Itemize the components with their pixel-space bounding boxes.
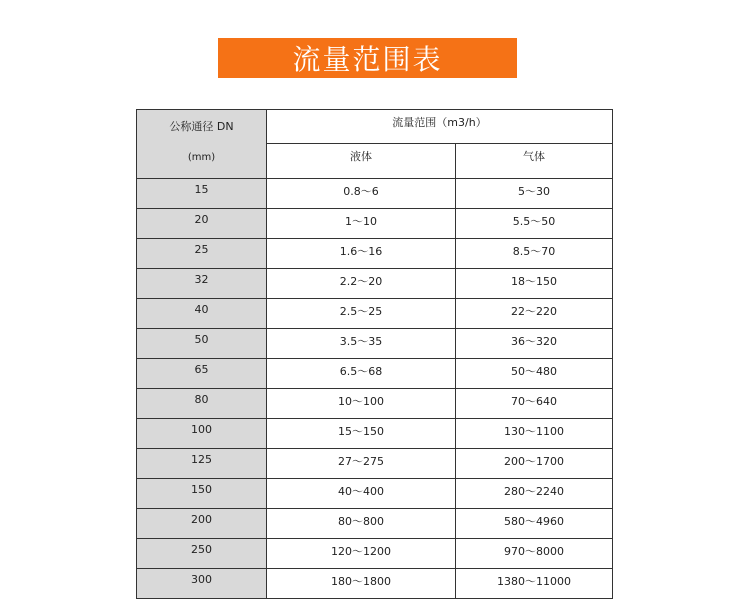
dn-cell-value: 200 — [191, 513, 212, 526]
liquid-range-cell — [267, 179, 456, 209]
title-banner — [218, 38, 517, 78]
gas-range-cell — [456, 479, 613, 509]
dn-cell — [137, 179, 267, 209]
page-title: 流量范围表 — [292, 43, 443, 76]
dn-cell-value: 300 — [191, 573, 212, 586]
liquid-range-cell — [267, 509, 456, 539]
gas-range-cell-value: 5～30 — [518, 185, 550, 198]
dn-cell — [137, 479, 267, 509]
gas-range-cell — [456, 269, 613, 299]
gas-range-cell — [456, 509, 613, 539]
table-row — [137, 269, 613, 299]
dn-cell-value: 50 — [194, 333, 209, 346]
gas-range-cell-value: 280～2240 — [504, 485, 564, 498]
dn-cell — [137, 569, 267, 599]
table-row — [137, 449, 613, 479]
gas-header-cell — [456, 144, 613, 179]
gas-range-cell-value: 580～4960 — [504, 515, 564, 528]
flow-range-table — [136, 109, 613, 599]
gas-range-cell — [456, 239, 613, 269]
table-row — [137, 209, 613, 239]
gas-range-cell-value: 1380～11000 — [497, 575, 571, 588]
dn-cell — [137, 209, 267, 239]
liquid-range-cell-value: 80～800 — [338, 515, 384, 528]
liquid-range-cell — [267, 389, 456, 419]
liquid-range-cell — [267, 479, 456, 509]
dn-cell-value: 125 — [191, 453, 212, 466]
dn-header-label: 公称通径 DN — [169, 120, 234, 133]
table-row — [137, 419, 613, 449]
liquid-header-label: 液体 — [350, 150, 372, 163]
gas-range-cell — [456, 209, 613, 239]
liquid-range-cell-value: 40～400 — [338, 485, 384, 498]
table-row — [137, 359, 613, 389]
dn-cell-value: 150 — [191, 483, 212, 496]
flow-range-header-label: 流量范围（m3/h） — [392, 116, 487, 129]
liquid-range-cell — [267, 419, 456, 449]
liquid-range-cell — [267, 209, 456, 239]
liquid-range-cell-value: 2.2～20 — [339, 275, 383, 288]
gas-range-cell-value: 8.5～70 — [512, 245, 556, 258]
gas-range-cell — [456, 539, 613, 569]
gas-header-label: 气体 — [523, 150, 545, 163]
dn-cell-value: 250 — [191, 543, 212, 556]
table-row — [137, 299, 613, 329]
table-row — [137, 329, 613, 359]
dn-cell-value: 40 — [194, 303, 209, 316]
table-row — [137, 479, 613, 509]
dn-cell — [137, 509, 267, 539]
liquid-range-cell-value: 6.5～68 — [339, 365, 383, 378]
dn-cell — [137, 239, 267, 269]
gas-range-cell — [456, 389, 613, 419]
liquid-range-cell-value: 1～10 — [345, 215, 377, 228]
dn-cell — [137, 539, 267, 569]
liquid-range-cell — [267, 569, 456, 599]
dn-header-cell — [137, 110, 267, 179]
liquid-range-cell-value: 15～150 — [338, 425, 384, 438]
liquid-range-cell-value: 2.5～25 — [339, 305, 383, 318]
gas-range-cell-value: 36～320 — [511, 335, 557, 348]
gas-range-cell — [456, 329, 613, 359]
liquid-range-cell — [267, 269, 456, 299]
liquid-range-cell-value: 180～1800 — [331, 575, 391, 588]
liquid-range-cell — [267, 359, 456, 389]
liquid-range-cell — [267, 299, 456, 329]
liquid-header-cell — [267, 144, 456, 179]
dn-cell — [137, 299, 267, 329]
table-header-row — [137, 110, 613, 144]
dn-cell — [137, 329, 267, 359]
liquid-range-cell-value: 3.5～35 — [339, 335, 383, 348]
gas-range-cell-value: 70～640 — [511, 395, 557, 408]
dn-cell-value: 25 — [194, 243, 209, 256]
dn-cell-value: 15 — [194, 183, 209, 196]
table-row — [137, 389, 613, 419]
gas-range-cell — [456, 449, 613, 479]
dn-cell-value: 100 — [191, 423, 212, 436]
liquid-range-cell-value: 0.8～6 — [343, 185, 379, 198]
gas-range-cell — [456, 419, 613, 449]
gas-range-cell — [456, 299, 613, 329]
flow-range-header-cell — [267, 110, 613, 144]
gas-range-cell-value: 22～220 — [511, 305, 557, 318]
gas-range-cell — [456, 569, 613, 599]
table-row — [137, 509, 613, 539]
liquid-range-cell-value: 27～275 — [338, 455, 384, 468]
dn-header-unit: (mm) — [187, 152, 216, 163]
dn-cell — [137, 449, 267, 479]
liquid-range-cell — [267, 329, 456, 359]
table-row — [137, 569, 613, 599]
gas-range-cell-value: 130～1100 — [504, 425, 564, 438]
liquid-range-cell-value: 1.6～16 — [339, 245, 383, 258]
liquid-range-cell — [267, 239, 456, 269]
liquid-range-cell-value: 120～1200 — [331, 545, 391, 558]
dn-cell — [137, 389, 267, 419]
liquid-range-cell-value: 10～100 — [338, 395, 384, 408]
table-row — [137, 179, 613, 209]
gas-range-cell — [456, 359, 613, 389]
gas-range-cell-value: 970～8000 — [504, 545, 564, 558]
gas-range-cell-value: 18～150 — [511, 275, 557, 288]
dn-cell-value: 20 — [194, 213, 209, 226]
gas-range-cell-value: 200～1700 — [504, 455, 564, 468]
gas-range-cell-value: 50～480 — [511, 365, 557, 378]
liquid-range-cell — [267, 449, 456, 479]
table-row — [137, 239, 613, 269]
gas-range-cell-value: 5.5～50 — [512, 215, 556, 228]
dn-cell-value: 32 — [194, 273, 209, 286]
dn-cell — [137, 419, 267, 449]
dn-cell — [137, 269, 267, 299]
dn-cell-value: 80 — [194, 393, 209, 406]
gas-range-cell — [456, 179, 613, 209]
liquid-range-cell — [267, 539, 456, 569]
table-row — [137, 539, 613, 569]
dn-cell-value: 65 — [194, 363, 209, 376]
dn-cell — [137, 359, 267, 389]
